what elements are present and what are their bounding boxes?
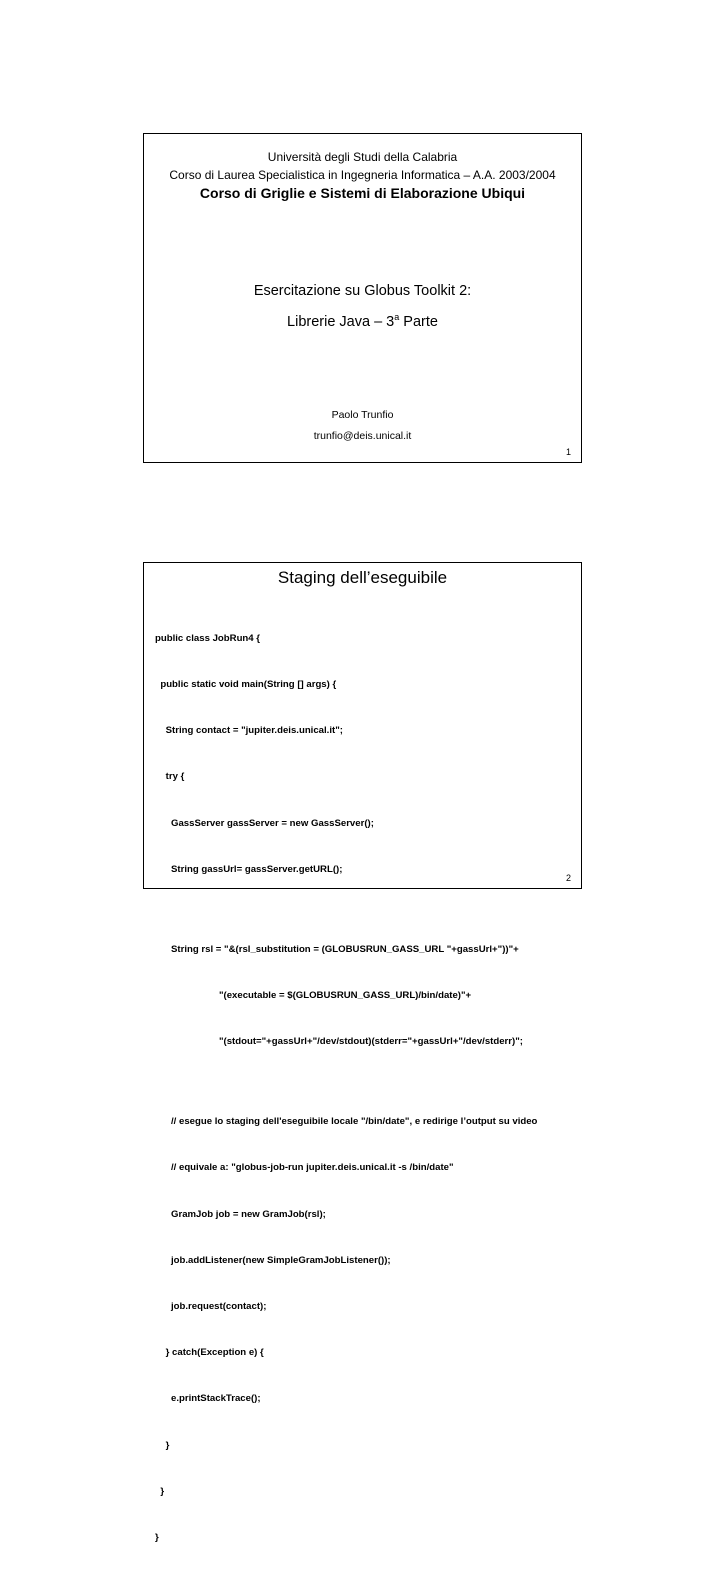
slide-2 — [143, 562, 582, 1544]
code-line: GramJob job = new GramJob(rsl); — [155, 1208, 326, 1220]
part-title-prefix: Librerie Java – 3 — [287, 313, 395, 330]
page-number: 1 — [565, 447, 571, 457]
code-line: String gassUrl= gassServer.getURL(); — [155, 863, 343, 875]
code-line: public static void main(String [] args) { — [155, 679, 337, 691]
author-name: Paolo Trunfio — [331, 409, 394, 421]
part-title-superscript: a — [394, 312, 400, 322]
code-line: // equivale a: "globus-job-run jupiter.deis.unical.it -s /bin/date" — [155, 1162, 454, 1174]
code-block — [155, 600, 537, 1576]
code-spacer — [155, 1080, 537, 1083]
course-title: Corso di Griglie e Sistemi di Elaborazione Ubiqui — [199, 185, 526, 201]
code-line: "(stdout="+gassUrl+"/dev/stdout)(stderr="+gassUrl+"/dev/stderr)"; — [155, 1036, 523, 1048]
author-email: trunfio@deis.unical.it — [313, 430, 412, 442]
slide-title: Staging dell’eseguibile — [277, 568, 448, 587]
code-line: GassServer gassServer = new GassServer(); — [155, 817, 374, 829]
code-line: } — [155, 1485, 165, 1497]
university-name: Università degli Studi della Calabria — [267, 150, 458, 164]
code-line: String rsl = "&(rsl_substitution = (GLOBUSRUN_GASS_URL "+gassUrl+"))"+ — [155, 943, 519, 955]
code-line: job.request(contact); — [155, 1301, 267, 1313]
code-line: try { — [155, 771, 185, 783]
page-number: 2 — [565, 873, 571, 883]
code-line: e.printStackTrace(); — [155, 1393, 261, 1405]
course-degree: Corso di Laurea Specialistica in Ingegneria Informatica – A.A. 2003/2004 — [169, 168, 556, 182]
slide-1 — [143, 133, 582, 463]
code-line: } — [155, 1439, 170, 1451]
part-title — [144, 312, 581, 330]
code-line: public class JobRun4 { — [155, 632, 261, 644]
code-line: String contact = "jupiter.deis.unical.it"; — [155, 725, 343, 737]
code-spacer — [155, 908, 537, 911]
code-line: job.addListener(new SimpleGramJobListener()); — [155, 1254, 391, 1266]
code-line: // esegue lo staging dell'eseguibile locale "/bin/date", e redirige l’output su video — [155, 1116, 538, 1128]
code-line: "(executable = $(GLOBUSRUN_GASS_URL)/bin/date)"+ — [155, 990, 472, 1002]
code-line: } catch(Exception e) { — [155, 1347, 264, 1359]
part-title-suffix: Parte — [399, 313, 438, 330]
slide-subtitle: Esercitazione su Globus Toolkit 2: — [253, 283, 472, 299]
code-line: } — [155, 1532, 159, 1544]
